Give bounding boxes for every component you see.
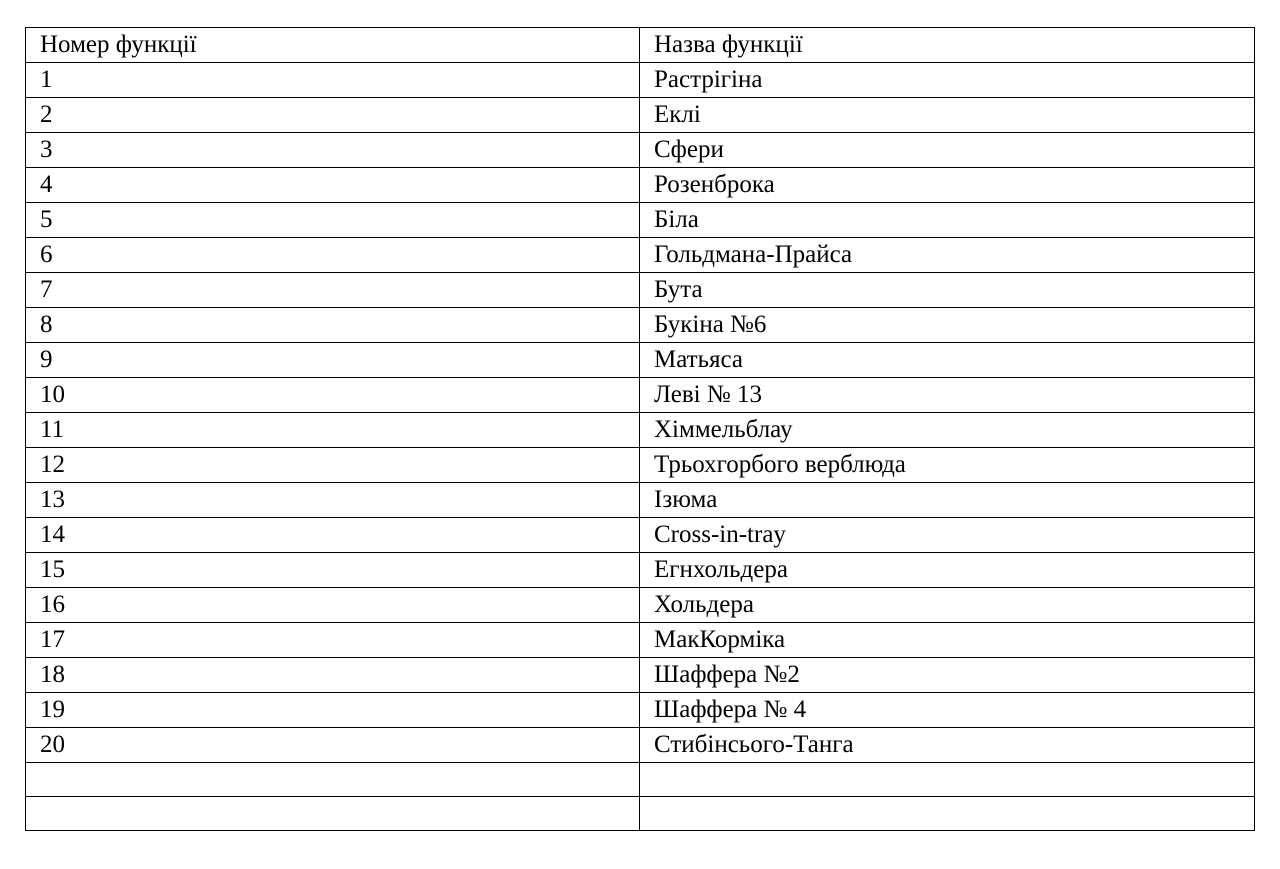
table-row [26, 693, 1255, 728]
cell-number: 11 [26, 413, 640, 448]
table-row [26, 238, 1255, 273]
cell-name: Сфери [640, 133, 1255, 168]
cell-name: Ізюма [640, 483, 1255, 518]
functions-table [25, 27, 1255, 831]
cell-name: Cross-in-tray [640, 518, 1255, 553]
table-row [26, 483, 1255, 518]
table-row [26, 658, 1255, 693]
cell-number: 20 [26, 728, 640, 763]
table-row [26, 343, 1255, 378]
cell-name: Еклі [640, 98, 1255, 133]
cell-name: Стибінсього-Танга [640, 728, 1255, 763]
table-row [26, 797, 1255, 831]
table-header-row [26, 28, 1255, 63]
table-row [26, 98, 1255, 133]
cell-name: Розенброка [640, 168, 1255, 203]
cell-name: Трьохгорбого верблюда [640, 448, 1255, 483]
cell-number: 2 [26, 98, 640, 133]
cell-name: Матьяса [640, 343, 1255, 378]
cell-name: Букіна №6 [640, 308, 1255, 343]
cell-name: Шаффера №2 [640, 658, 1255, 693]
table-row [26, 623, 1255, 658]
cell-number: 4 [26, 168, 640, 203]
cell-name: Егнхольдера [640, 553, 1255, 588]
cell-number: 12 [26, 448, 640, 483]
cell-number: 17 [26, 623, 640, 658]
table-row [26, 168, 1255, 203]
table-row [26, 728, 1255, 763]
table-row [26, 553, 1255, 588]
cell-number: 1 [26, 63, 640, 98]
table-row [26, 133, 1255, 168]
cell-number: 3 [26, 133, 640, 168]
cell-number: 9 [26, 343, 640, 378]
table-row [26, 413, 1255, 448]
cell-number [26, 763, 640, 797]
cell-number: 16 [26, 588, 640, 623]
table-row [26, 203, 1255, 238]
cell-name: Растрігіна [640, 63, 1255, 98]
cell-number: 19 [26, 693, 640, 728]
cell-number: 7 [26, 273, 640, 308]
cell-name: Леві № 13 [640, 378, 1255, 413]
cell-name: Гольдмана-Прайса [640, 238, 1255, 273]
header-name: Назва функції [640, 28, 1255, 63]
table-row [26, 378, 1255, 413]
cell-number: 10 [26, 378, 640, 413]
cell-name: Шаффера № 4 [640, 693, 1255, 728]
cell-name: Хольдера [640, 588, 1255, 623]
cell-number: 6 [26, 238, 640, 273]
table-row [26, 588, 1255, 623]
table-row [26, 763, 1255, 797]
header-number: Номер функції [26, 28, 640, 63]
cell-number: 8 [26, 308, 640, 343]
table-row [26, 448, 1255, 483]
table-row [26, 63, 1255, 98]
cell-number [26, 797, 640, 831]
cell-number: 5 [26, 203, 640, 238]
cell-name: Хіммельблау [640, 413, 1255, 448]
cell-number: 13 [26, 483, 640, 518]
cell-number: 14 [26, 518, 640, 553]
cell-name: Бута [640, 273, 1255, 308]
cell-number: 18 [26, 658, 640, 693]
cell-number: 15 [26, 553, 640, 588]
cell-name [640, 763, 1255, 797]
cell-name: Біла [640, 203, 1255, 238]
table-row [26, 308, 1255, 343]
table-row [26, 518, 1255, 553]
cell-name [640, 797, 1255, 831]
table-row [26, 273, 1255, 308]
cell-name: МакКорміка [640, 623, 1255, 658]
table-body [26, 63, 1255, 831]
